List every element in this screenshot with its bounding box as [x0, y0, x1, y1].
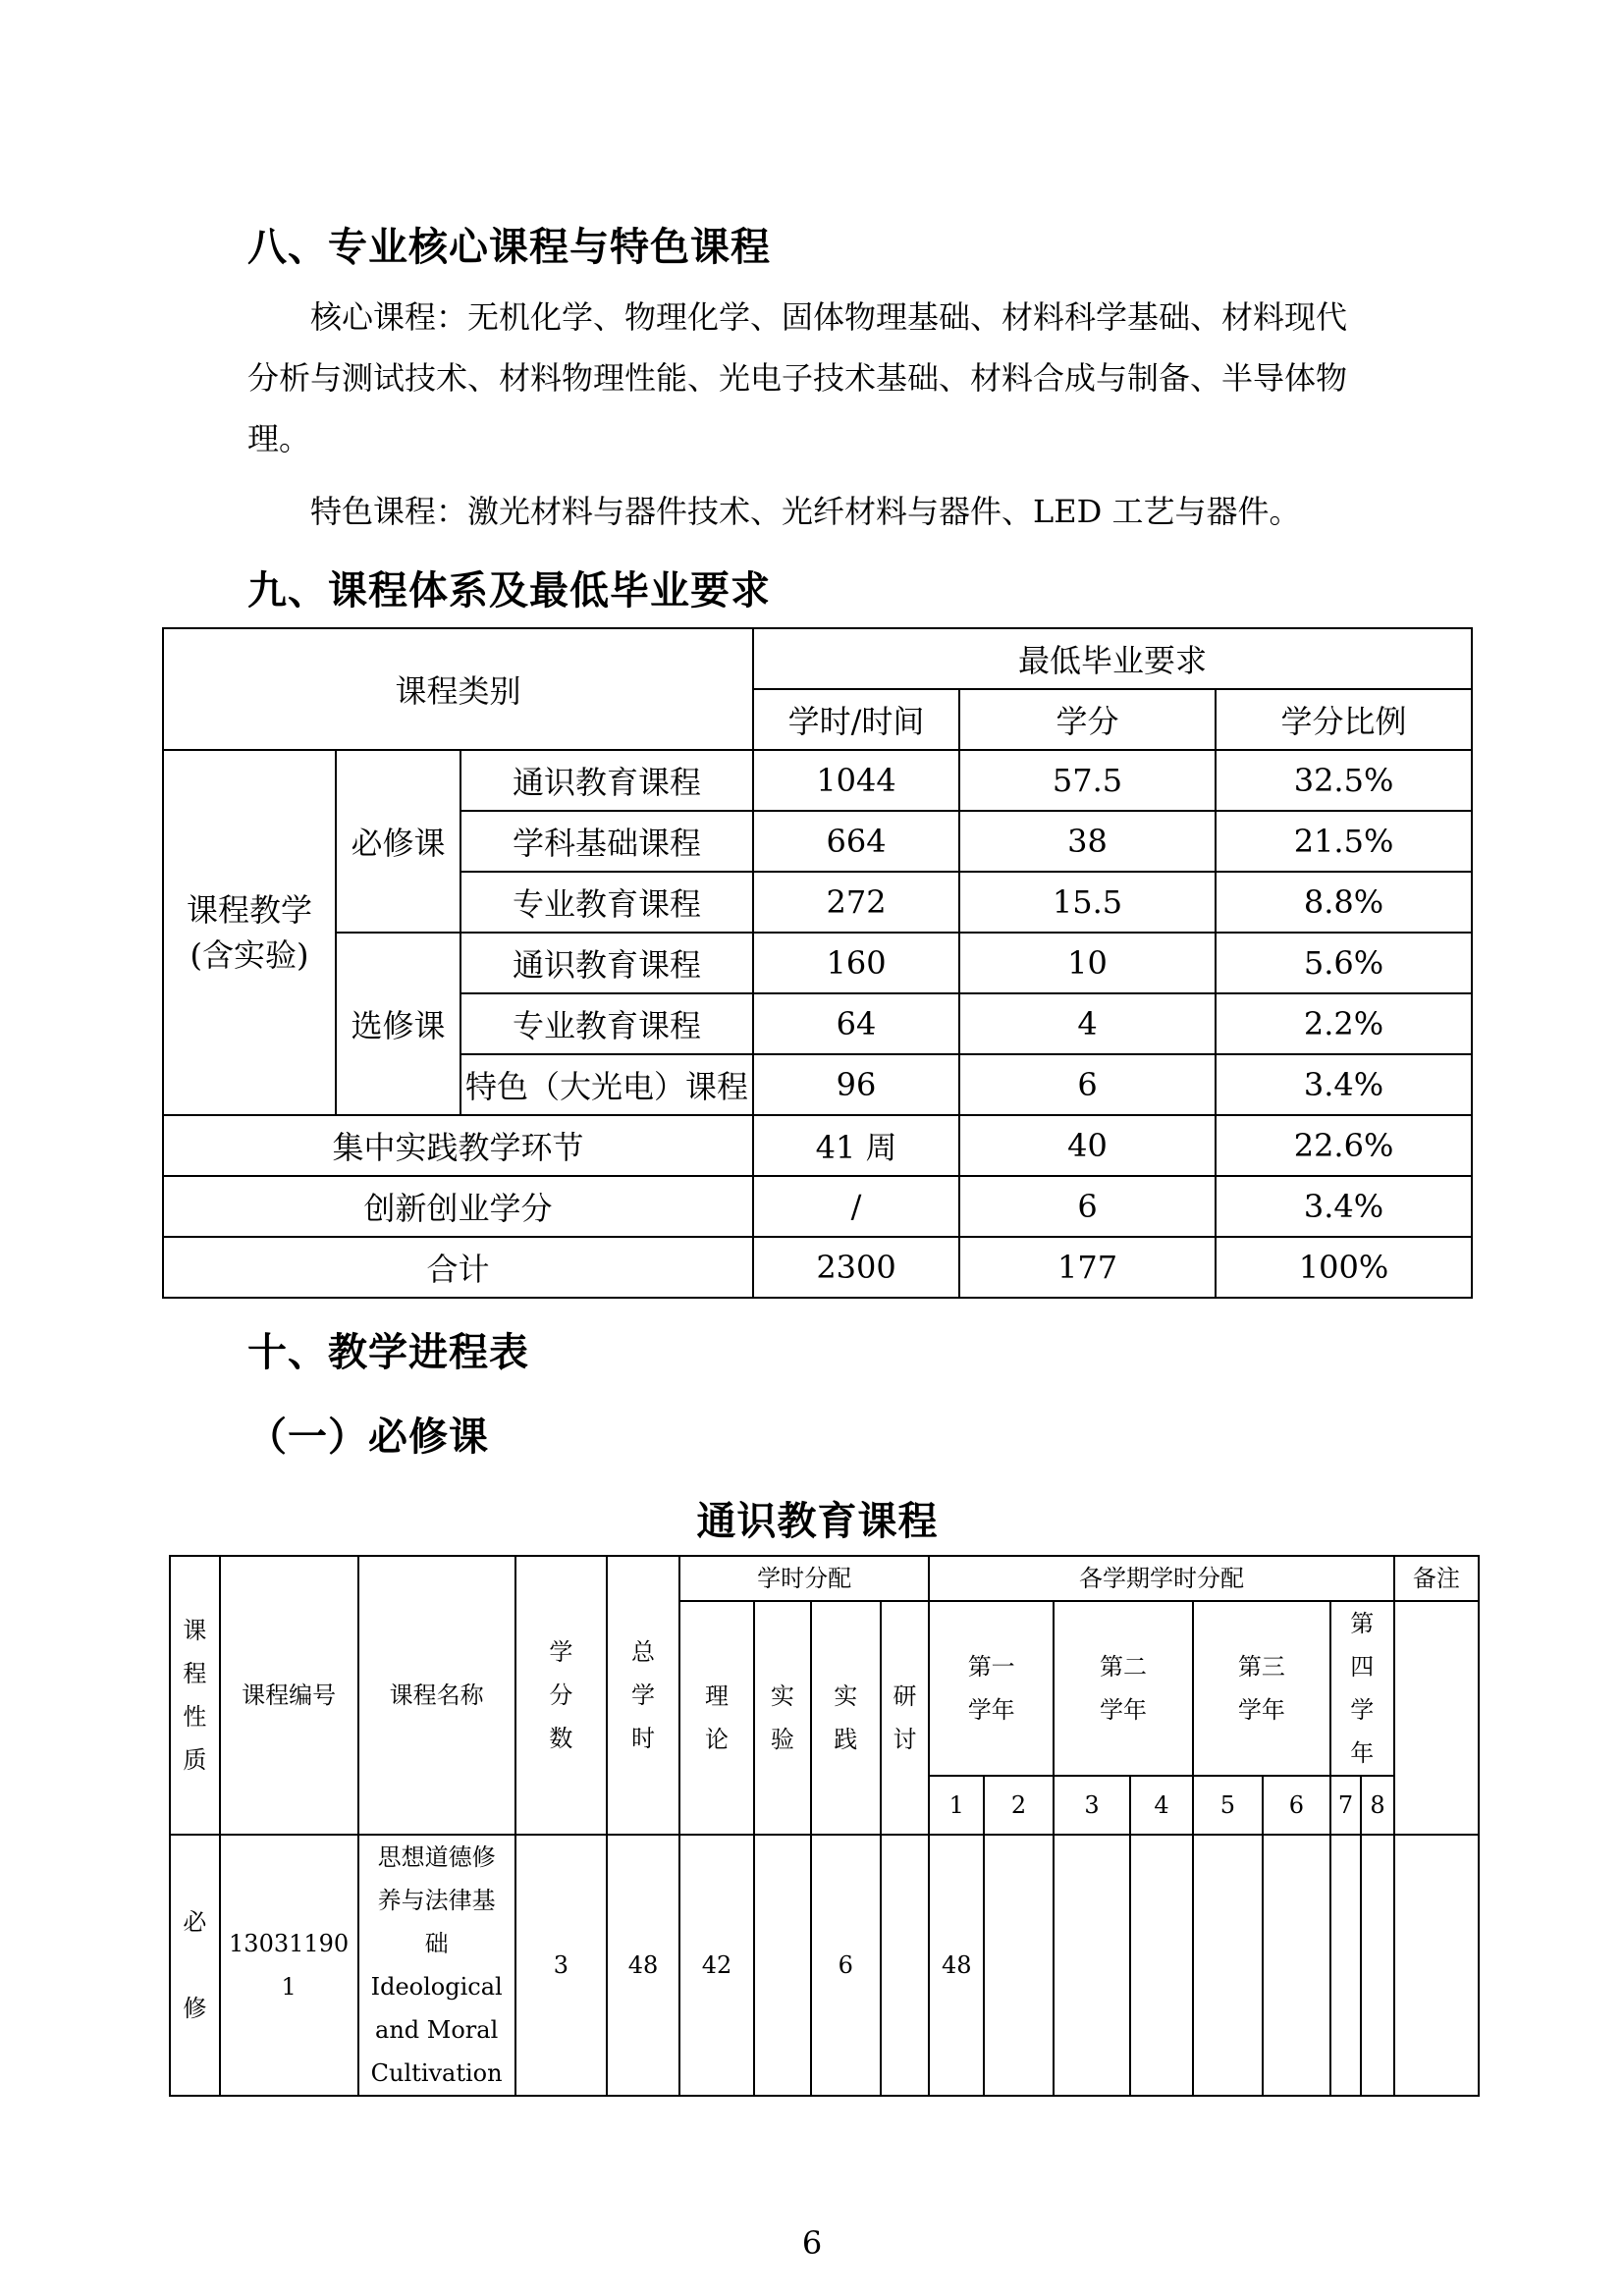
row-semester-4: [1130, 1835, 1193, 2096]
header-theory: 理 论: [679, 1601, 754, 1835]
section-8-title: 八、专业核心课程与特色课程: [247, 225, 771, 270]
row-hours: 160: [753, 933, 959, 993]
row-ratio: 21.5%: [1216, 811, 1472, 872]
row-hours: 664: [753, 811, 959, 872]
core-courses-paragraph: [247, 287, 1475, 469]
header-experiment: 实 验: [754, 1601, 811, 1835]
group-required: 必修课: [336, 750, 460, 933]
row-credits: 57.5: [959, 750, 1216, 811]
row-ratio: 8.8%: [1216, 872, 1472, 933]
row-semester-5: [1193, 1835, 1263, 2096]
header-credits: 学分: [959, 689, 1216, 750]
header-hour-allocation: 学时分配: [679, 1556, 929, 1601]
header-category: 课程类别: [163, 628, 753, 750]
row-hours: 1044: [753, 750, 959, 811]
course-table-title: 通识教育课程: [696, 1499, 939, 1544]
featured-line: 特色课程：激光材料与器件技术、光纤材料与器件、LED 工艺与器件。: [310, 493, 1301, 530]
core-line-2: 分析与测试技术、材料物理性能、光电子技术基础、材料合成与制备、半导体物: [247, 359, 1348, 397]
group-elective: 选修课: [336, 933, 460, 1115]
row-ratio: 3.4%: [1216, 1054, 1472, 1115]
header-remark-body: [1394, 1601, 1479, 1835]
section-10-title: 十、教学进程表: [247, 1330, 529, 1375]
section-10-subtitle: （一）必修课: [247, 1415, 489, 1460]
row-nature: 必 修: [170, 1835, 220, 2096]
total-hours: 2300: [753, 1237, 959, 1298]
header-year-1: 第一 学年: [929, 1601, 1054, 1776]
row-semester-3: [1054, 1835, 1130, 2096]
row-total-hours: 48: [607, 1835, 679, 2096]
row-credits: 4: [959, 993, 1216, 1054]
practice-name: 集中实践教学环节: [163, 1115, 753, 1176]
section-9-title: 九、课程体系及最低毕业要求: [247, 568, 771, 614]
page-number: 6: [801, 2224, 823, 2262]
header-semester-allocation: 各学期学时分配: [929, 1556, 1393, 1601]
practice-credits: 40: [959, 1115, 1216, 1176]
row-semester-8: [1361, 1835, 1393, 2096]
core-line-3: 理。: [247, 420, 311, 457]
practice-hours: 41 周: [753, 1115, 959, 1176]
featured-courses-paragraph: [247, 481, 1475, 542]
header-remark: 备注: [1394, 1556, 1479, 1601]
row-name: 学科基础课程: [460, 811, 753, 872]
row-name: 专业教育课程: [460, 993, 753, 1054]
innovation-credits: 6: [959, 1176, 1216, 1237]
semester-number: 6: [1263, 1776, 1330, 1835]
innovation-ratio: 3.4%: [1216, 1176, 1472, 1237]
row-practice: 6: [811, 1835, 881, 2096]
total-credits: 177: [959, 1237, 1216, 1298]
header-year-3: 第三 学年: [1193, 1601, 1330, 1776]
row-name: 通识教育课程: [460, 933, 753, 993]
row-remark: [1394, 1835, 1479, 2096]
row-semester-7: [1330, 1835, 1361, 2096]
row-theory: 42: [679, 1835, 754, 2096]
semester-number: 4: [1130, 1776, 1193, 1835]
row-semester-1: 48: [929, 1835, 984, 2096]
total-name: 合计: [163, 1237, 753, 1298]
group-teaching: 课程教学 (含实验): [163, 750, 336, 1115]
row-ratio: 5.6%: [1216, 933, 1472, 993]
semester-number: 2: [984, 1776, 1054, 1835]
row-ratio: 32.5%: [1216, 750, 1472, 811]
row-seminar: [881, 1835, 930, 2096]
semester-number: 8: [1361, 1776, 1393, 1835]
row-credits: 3: [515, 1835, 607, 2096]
core-line-1: 核心课程：无机化学、物理化学、固体物理基础、材料科学基础、材料现代: [310, 298, 1348, 336]
row-credits: 15.5: [959, 872, 1216, 933]
header-credits: 学 分 数: [515, 1556, 607, 1835]
row-code: 13031190 1: [220, 1835, 358, 2096]
header-requirement: 最低毕业要求: [753, 628, 1472, 689]
row-course-name: 思想道德修 养与法律基 础 Ideological and Moral Cultivation: [358, 1835, 515, 2096]
row-name: 通识教育课程: [460, 750, 753, 811]
row-hours: 96: [753, 1054, 959, 1115]
row-hours: 272: [753, 872, 959, 933]
practice-ratio: 22.6%: [1216, 1115, 1472, 1176]
semester-number: 3: [1054, 1776, 1130, 1835]
header-practice: 实 践: [811, 1601, 881, 1835]
row-semester-2: [984, 1835, 1054, 2096]
course-schedule-table: [169, 1555, 1480, 2097]
row-name: 特色（大光电）课程: [460, 1054, 753, 1115]
row-semester-6: [1263, 1835, 1330, 2096]
header-code: 课程编号: [220, 1556, 358, 1835]
row-experiment: [754, 1835, 811, 2096]
row-ratio: 2.2%: [1216, 993, 1472, 1054]
header-hours: 学时/时间: [753, 689, 959, 750]
header-ratio: 学分比例: [1216, 689, 1472, 750]
semester-number: 1: [929, 1776, 984, 1835]
semester-number: 7: [1330, 1776, 1361, 1835]
header-total-hours: 总 学 时: [607, 1556, 679, 1835]
header-nature: 课 程 性 质: [170, 1556, 220, 1835]
semester-number: 5: [1193, 1776, 1263, 1835]
row-credits: 6: [959, 1054, 1216, 1115]
row-hours: 64: [753, 993, 959, 1054]
graduation-requirements-table: [162, 627, 1473, 1299]
header-year-2: 第二 学年: [1054, 1601, 1193, 1776]
row-credits: 10: [959, 933, 1216, 993]
header-seminar: 研 讨: [881, 1601, 930, 1835]
row-credits: 38: [959, 811, 1216, 872]
innovation-hours: /: [753, 1176, 959, 1237]
innovation-name: 创新创业学分: [163, 1176, 753, 1237]
row-name: 专业教育课程: [460, 872, 753, 933]
total-ratio: 100%: [1216, 1237, 1472, 1298]
header-name: 课程名称: [358, 1556, 515, 1835]
header-year-4: 第 四 学 年: [1330, 1601, 1394, 1776]
